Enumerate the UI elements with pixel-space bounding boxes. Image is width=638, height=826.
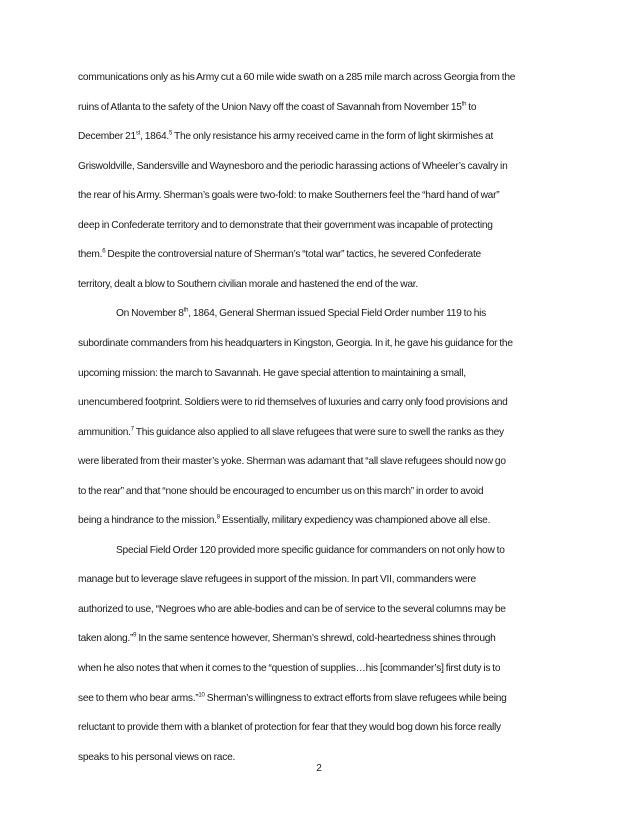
text-run: Special Field Order 120 provided more specific guidance for commanders on not only how to	[116, 544, 505, 556]
text-run: deep in Confederate territory and to demonstrate that their government was incapable of protecting	[78, 219, 493, 231]
footnote-ref: 5	[168, 130, 173, 137]
text-run: Essentially, military expediency was championed above all else.	[219, 515, 491, 527]
text-line	[78, 603, 564, 617]
text-line	[78, 692, 564, 706]
text-line	[78, 573, 564, 587]
text-run: were liberated from their master’s yoke. Sherman was adamant that “all slave refugees should now go	[78, 456, 506, 468]
text-run: The only resistance his army received came in the form of light skirmishes at	[172, 131, 494, 143]
text-line	[78, 101, 564, 115]
text-line	[78, 455, 564, 469]
text-line	[78, 189, 564, 203]
text-run: reluctant to provide them with a blanket of protection for fear that they would bog down his force really	[78, 722, 501, 734]
text-run: ammunition.	[78, 426, 131, 438]
text-line	[78, 337, 564, 351]
text-line	[78, 426, 564, 440]
footnote-ref: st	[135, 130, 141, 137]
text-run: , 1864, General Sherman issued Special Field Order number 119 to his	[188, 308, 487, 320]
text-run: taken along.”	[78, 633, 134, 645]
text-run: communications only as his Army cut a 60 mile wide swath on a 285 mile march across Georgia from the	[78, 72, 516, 83]
footnote-ref: 8	[216, 514, 220, 521]
text-run: see to them who bear arms.”	[78, 692, 199, 704]
text-run: authorized to use, “Negroes who are able-bodies and can be of service to the several columns may be	[78, 603, 506, 615]
text-line	[78, 721, 564, 735]
text-run: unencumbered footprint. Soldiers were to rid themselves of luxuries and carry only food provisions and	[78, 397, 508, 409]
text-line	[78, 219, 564, 233]
text-run: In the same sentence however, Sherman’s shrewd, cold-heartedness shines through	[136, 633, 496, 645]
footnote-ref: th	[461, 101, 467, 108]
text-run: Despite the controversial nature of Sherman’s “total war” tactics, he severed Confederate	[105, 249, 481, 261]
footnote-ref: 10	[198, 692, 205, 699]
text-run: , 1864.	[140, 131, 169, 143]
text-line	[78, 248, 564, 262]
text-run: On November 8	[116, 308, 184, 320]
footnote-ref: 7	[130, 426, 134, 433]
footnote-ref: 6	[102, 248, 106, 255]
text-line	[116, 544, 564, 558]
text-run: to	[466, 101, 477, 113]
text-run: territory, dealt a blow to Southern civilian morale and hastened the end of the war.	[78, 278, 418, 290]
page-number: 2	[316, 763, 322, 774]
text-line	[78, 514, 564, 528]
text-line	[78, 71, 564, 85]
text-line	[116, 307, 564, 321]
text-line	[78, 662, 564, 676]
text-run: December 21	[78, 131, 136, 143]
text-run: the rear of his Army. Sherman’s goals were two-fold: to make Southerners feel the “hard hand of war”	[78, 190, 500, 202]
text-run: subordinate commanders from his headquarters in Kingston, Georgia. In it, he gave his guidance for the	[78, 337, 513, 349]
text-run: being a hindrance to the mission.	[78, 515, 217, 527]
text-line	[78, 278, 564, 292]
text-line	[78, 160, 564, 174]
text-run: Griswoldville, Sandersville and Waynesboro and the periodic harassing actions of Wheeler’s cavalry in	[78, 160, 508, 172]
text-line	[78, 367, 564, 381]
text-run: them.	[78, 249, 103, 261]
text-run: to the rear” and that “none should be encouraged to encumber us on this march” in order to avoid	[78, 485, 484, 497]
footnote-ref: 9	[133, 633, 137, 640]
text-line	[78, 396, 564, 410]
text-line	[78, 632, 564, 646]
text-line	[78, 485, 564, 499]
text-run: ruins of Atlanta to the safety of the Union Navy off the coast of Savannah from November 15	[78, 101, 462, 113]
text-line	[78, 130, 564, 144]
text-run: speaks to his personal views on race.	[78, 751, 236, 763]
text-run: upcoming mission: the march to Savannah. He gave special attention to maintaining a small,	[78, 367, 466, 379]
footnote-ref: th	[183, 308, 189, 314]
text-run: manage but to leverage slave refugees in support of the mission. In part VII, commanders were	[78, 574, 476, 586]
text-run: This guidance also applied to all slave refugees that were sure to swell the ranks as they	[133, 426, 504, 438]
text-run: Sherman’s willingness to extract efforts from slave refugees while being	[204, 692, 507, 704]
text-run: when he also notes that when it comes to the “question of supplies…his [commander’s] first duty is to	[78, 663, 501, 674]
